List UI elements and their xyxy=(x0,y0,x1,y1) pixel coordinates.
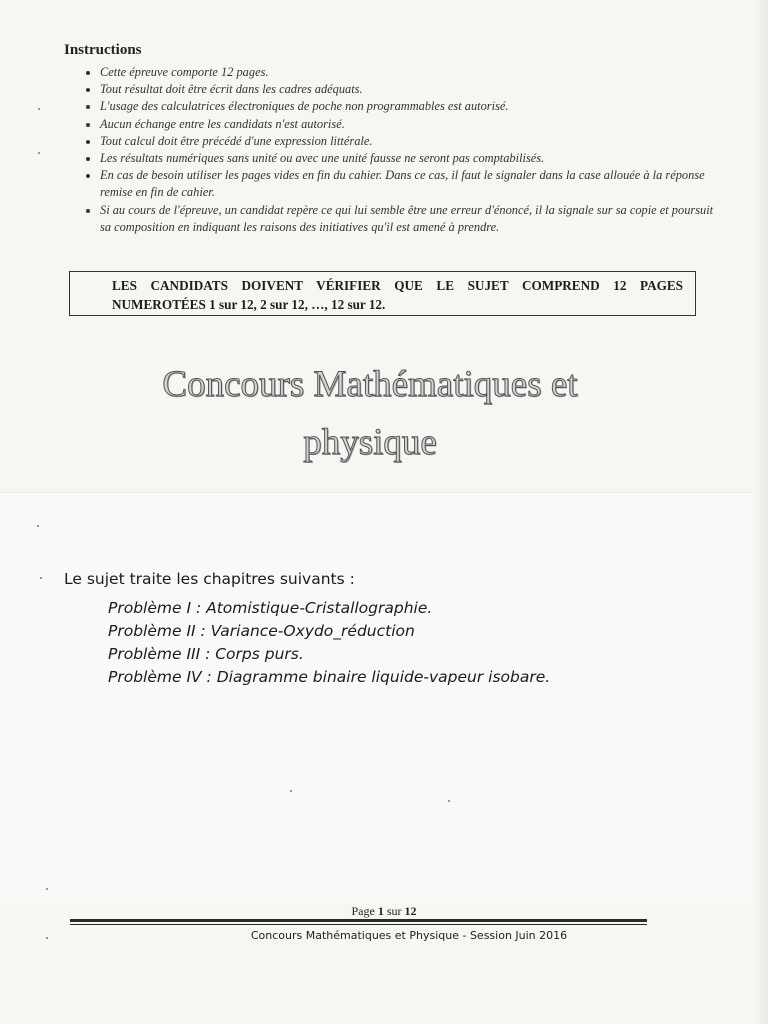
instruction-item: • L'usage des calculatrices électroniques de poche non programmables est autorisé. xyxy=(100,98,720,115)
instructions-list xyxy=(84,64,720,236)
topic-item: Problème I : Atomistique-Cristallographie. xyxy=(108,599,433,617)
main-title-line2: physique xyxy=(303,422,437,463)
instruction-item: • Cette épreuve comporte 12 pages. xyxy=(100,64,720,81)
lower-panel xyxy=(0,492,752,903)
main-title-line1: Concours Mathématiques et xyxy=(162,364,578,405)
instruction-item: • Si au cours de l'épreuve, un candidat repère ce qui lui semble être une erreur d'énoncé, il la signale sur sa copie et poursuit sa composition en indiquant les raisons des initiatives qu'il est amené à prendre. xyxy=(100,202,720,236)
topics-heading: Le sujet traite les chapitres suivants : xyxy=(64,570,355,588)
footer-text: Concours Mathématiques et Physique - Session Juin 2016 xyxy=(250,929,568,942)
scan-speck xyxy=(290,790,292,792)
verification-notice: LES CANDIDATS DOIVENT VÉRIFIER QUE LE SUJET COMPREND 12 PAGES NUMEROTÉES 1 sur 12, 2 sur 12, …, 12 sur 12. xyxy=(69,271,696,316)
scan-speck xyxy=(40,577,42,579)
instruction-item: • Les résultats numériques sans unité ou avec une unité fausse ne seront pas comptabilisés. xyxy=(100,150,720,167)
scan-speck xyxy=(37,525,39,527)
instruction-item: • Tout calcul doit être précédé d'une expression littérale. xyxy=(100,133,720,150)
main-title xyxy=(90,356,650,472)
topic-item: Problème IV : Diagramme binaire liquide-vapeur isobare. xyxy=(108,668,551,686)
scan-speck xyxy=(38,108,40,110)
instructions-title: Instructions xyxy=(64,42,142,58)
instruction-item: • Aucun échange entre les candidats n'est autorisé. xyxy=(100,116,720,133)
topic-item: Problème II : Variance-Oxydo_réduction xyxy=(108,622,415,640)
instruction-item: • En cas de besoin utiliser les pages vides en fin du cahier. Dans ce cas, il faut le signaler dans la case allouée à la réponse remise en fin de cahier. xyxy=(100,167,720,201)
footer-divider xyxy=(70,919,647,925)
scan-speck xyxy=(38,152,40,154)
instruction-item: • Tout résultat doit être écrit dans les cadres adéquats. xyxy=(100,81,720,98)
scan-speck xyxy=(46,888,48,890)
topic-item: Problème III : Corps purs. xyxy=(108,645,304,663)
scan-edge-shadow xyxy=(754,0,768,1024)
scan-speck xyxy=(448,800,450,802)
topics-list xyxy=(108,597,550,689)
page-number: Page 1 sur 12 xyxy=(351,904,417,918)
